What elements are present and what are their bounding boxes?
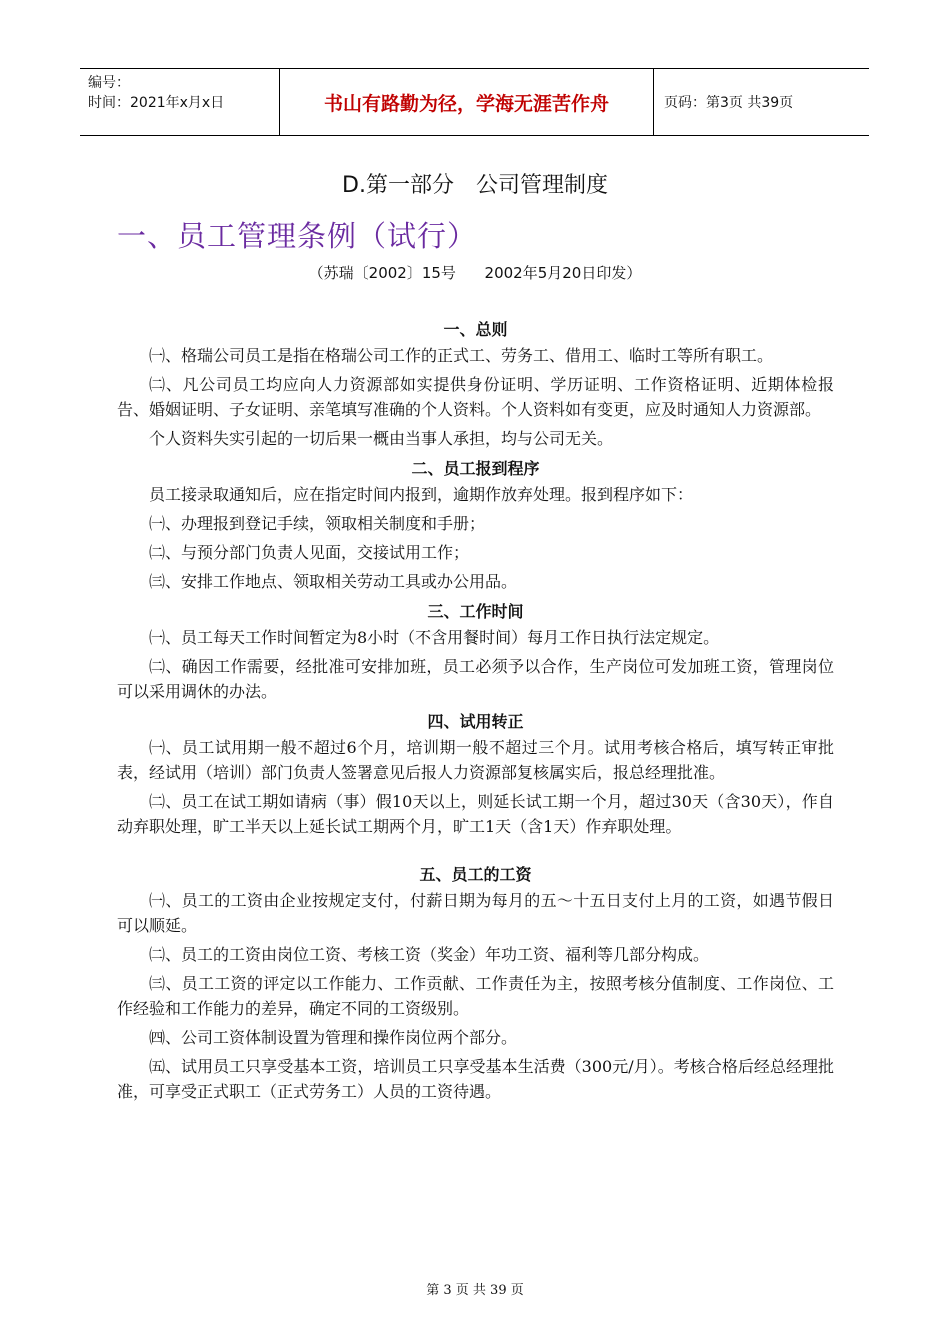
page-footer: 第 3 页 共 39 页 [426, 1283, 524, 1298]
section-title: 四、试用转正 [427, 712, 524, 731]
paragraph: ㈠、员工每天工作时间暂定为8小时（不含用餐时间）每月工作日执行法定规定。 [149, 628, 720, 647]
paragraph: ㈢、安排工作地点、领取相关劳动工具或办公用品。 [149, 572, 518, 591]
header-info-cell [80, 69, 280, 135]
paragraph: ㈡、确因工作需要，经批准可安排加班，员工必须予以合作，生产岗位可发加班工资，管理岗位可以采用调休的办法。 [117, 657, 834, 701]
paragraph: ㈠、员工的工资由企业按规定支付，付薪日期为每月的五～十五日支付上月的工资，如遇节假日可以顺延。 [117, 891, 834, 935]
main-title: 一、员工管理条例（试行） [117, 219, 478, 253]
paragraph: ㈡、员工的工资由岗位工资、考核工资（奖金）年功工资、福利等几部分构成。 [149, 945, 710, 964]
paragraph: ㈢、员工工资的评定以工作能力、工作贡献、工作责任为主，按照考核分值制度、工作岗位、工作经验和工作能力的差异，确定不同的工资级别。 [117, 974, 834, 1018]
document-body [117, 316, 834, 1108]
header-page-label: 页码：第3页 共39页 [664, 95, 794, 111]
number-label: 编号： [88, 75, 130, 91]
section-title: 三、工作时间 [427, 602, 524, 621]
paragraph: 员工接录取通知后，应在指定时间内报到，逾期作放弃处理。报到程序如下： [149, 485, 694, 504]
paragraph: ㈠、格瑞公司员工是指在格瑞公司工作的正式工、劳务工、借用工、临时工等所有职工。 [149, 346, 774, 365]
document-subtitle: （苏瑞〔2002〕15号 2002年5月20日印发） [308, 264, 642, 282]
part-title: D.第一部分 公司管理制度 [342, 173, 608, 198]
paragraph: ㈡、与预分部门负责人见面，交接试用工作； [149, 543, 470, 562]
section-title: 一、总则 [443, 320, 508, 339]
section-title: 二、员工报到程序 [411, 459, 540, 478]
paragraph: ㈣、公司工资体制设置为管理和操作岗位两个部分。 [149, 1028, 518, 1047]
paragraph: 个人资料失实引起的一切后果一概由当事人承担，均与公司无关。 [149, 429, 614, 448]
header-motto: 书山有路勤为径，学海无涯苦作舟 [280, 69, 654, 135]
paragraph: ㈠、员工试用期一般不超过6个月，培训期一般不超过三个月。试用考核合格后，填写转正审批表，经试用（培训）部门负责人签署意见后报人力资源部复核属实后，报总经理批准。 [117, 738, 834, 782]
paragraph: ㈠、办理报到登记手续，领取相关制度和手册； [149, 514, 486, 533]
spacer [117, 843, 834, 861]
header-table [80, 68, 869, 136]
paragraph: ㈤、试用员工只享受基本工资，培训员工只享受基本生活费（300元/月）。考核合格后经总经理批准，可享受正式职工（正式劳务工）人员的工资待遇。 [117, 1057, 834, 1101]
paragraph: ㈡、凡公司员工均应向人力资源部如实提供身份证明、学历证明、工作资格证明、近期体检报告、婚姻证明、子女证明、亲笔填写准确的个人资料。个人资料如有变更，应及时通知人力资源部。 [117, 375, 834, 419]
date-label: 时间：2021年x月x日 [88, 95, 225, 111]
paragraph: ㈡、员工在试工期如请病（事）假10天以上，则延长试工期一个月，超过30天（含30天），作自动弃职处理，旷工半天以上延长试工期两个月，旷工1天（含1天）作弃职处理。 [117, 792, 834, 836]
section-title: 五、员工的工资 [419, 865, 532, 884]
